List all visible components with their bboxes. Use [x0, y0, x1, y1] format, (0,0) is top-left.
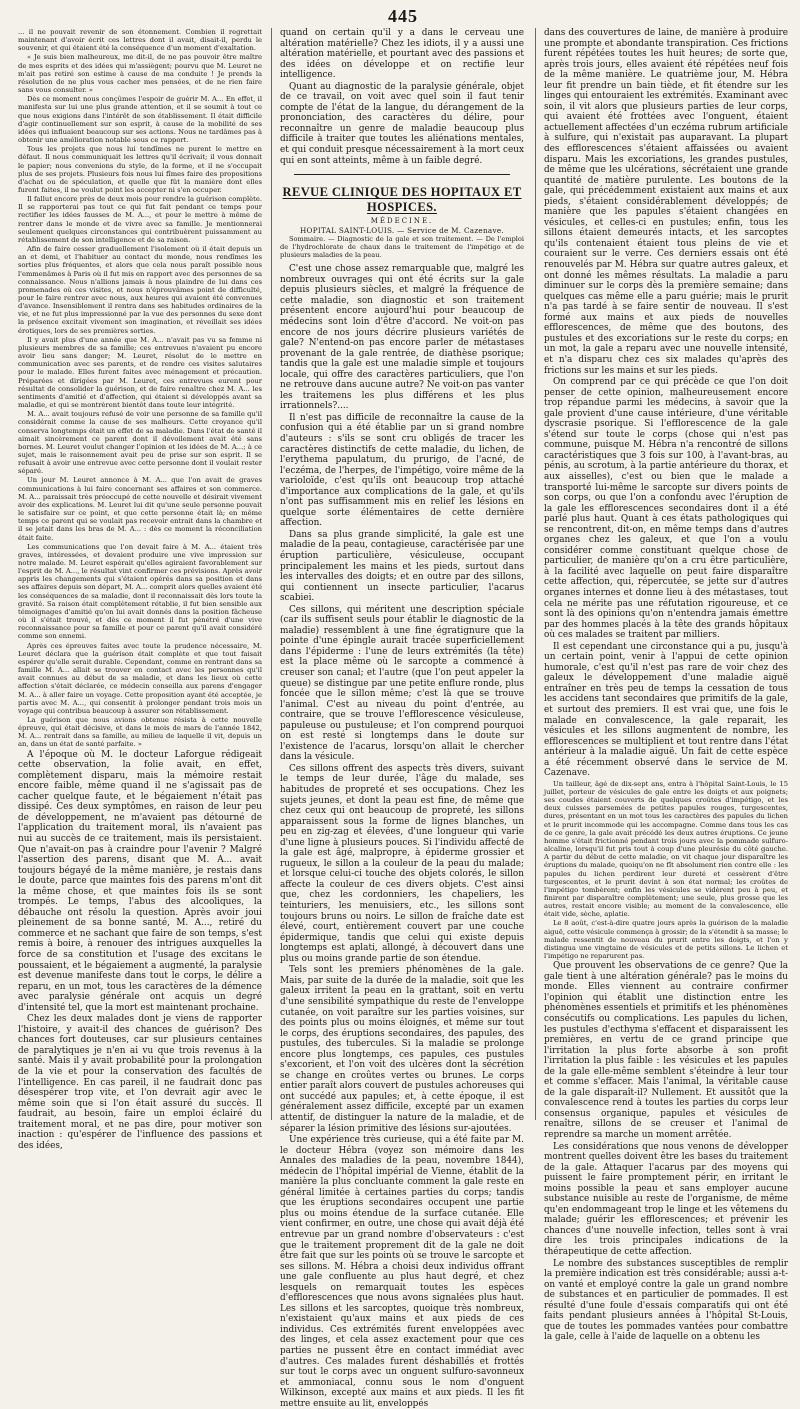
paragraph: dans des couvertures de laine, de manière à produire une prompte et abondante transpiration. Ces frictions furent répétées toutes les huit heures; de sorte que, après trois jours, elles avaient été répétées neuf fois de la même manière. Le quatrième jour, M. Hébra leur fit prendre un bain tiède, et fit étendre sur les linges qui entouraient les extrémités. Examinant avec soin, il vit alors que plusieurs parties de leur corps, qui avaient été frottées avec l'onguent, étaient actuellement affectées d'un eczéma rubrum artificiale à sulfure, qui n'existait pas auparavant. La plupart des efflorescences s'étaient affaissées ou avaient disparu. Mais les excoriations, les grandes pustules, de même que les ulcérations, sécrétaient une grande quantité de matière purulente. Les boutons de la gale, qui précédemment existaient aux mains et aux pieds, s'étaient considérablement développés; de manière que les papules s'étaient changées en vésicules, et celles-ci en pustules; enfin, tous les sillons étaient demeurés intacts, et les sarcoptes qu'ils contenaient étaient tous pleins de vie et couraient sur le verre. Ces derniers essais ont été renouvelés par M. Hébra sur quatre autres galeux, et ont donné les mêmes résultats. La maladie a paru diminuer sur le corps dès la première semaine; dans quelques cas même elle a paru guérie; mais le prurit n'a pas tardé à se faire sentir de nouveau. Il s'est formé aux mains et aux pieds de nouvelles efflorescences, de même que des boutons, des pustules et des excoriations sur le reste du corps; en un mot, la gale a reparu avec une nouvelle intensité, et n'a disparu chez ces six malades qu'après des frictions sur les mains et sur les pieds. — [544, 28, 788, 376]
paragraph: On comprend par ce qui précède ce que l'on doit penser de cette opinion, malheureusement encore trop répandue parmi les médecins, à savoir que la gale provient d'une cause intérieure, d'une véritable dyscrasie psorique. Si l'efflorescence de la gale s'étend sur toute le corps (chose qui n'est pas commune, puisque M. Hébra n'a rencontré de sillons caractéristiques que 3 fois sur 100, à l'avant-bras, au pénis, au scrotum, à la partie antérieure du thorax, et aux aisselles), c'est ou bien que le malade a transporté lui-même le sarcopte sur divers points de son corps, ou que l'on a confondu avec l'éruption de la gale les efflorescences secondaires dont il a été parlé plus haut. Quant à ces états pathologiques qui se rencontrent, dit-on, en même temps dans d'autres organes chez les galeux, et que l'on a voulu considérer comme constituant quelque chose de particulier, de manière qu'on a cru être particulière, à la facilité avec laquelle on peut faire disparaître cette affection, qui, répercutée, se jette sur d'autres organes internes et donne lieu à des métastases, tout cela ne mérite pas une réfutation rigoureuse, et ce sont là des opinions qu'on n'entendra jamais émettre par des hommes placés à la tête des grands hôpitaux où ces malades se traitent par milliers. — [544, 377, 788, 641]
paragraph: Afin de faire cesser graduellement l'isolement où il était depuis un an et demi, et l'habituer au contact du monde, nous rendîmes les sorties plus fréquentes, et alors que cela nous paraît possible nous l'emmenâmes à Paris où il fut mis en rapport avec des personnes de sa connaissance. Nous n'allions jamais à nous plaindre de lui dans ces promenades où ces visites, et nous n'éprouvâmes point de difficulté, pour le faire rentrer avec nous, aux heures qui avaient été convenues d'avance. Insensiblement il rentra dans ses habitudes ordinaires de la vie, et ne fut plus impressionné par la vue des personnes du sexe dont la présence excitait vivement son imagination, et réveillait ses idées érotiques, lors de ses premières sorties. — [18, 245, 262, 335]
hospital-line: HOPITAL SAINT-LOUIS. — Service de M. Cazenave. — [299, 226, 505, 236]
paragraph: Un jour M. Leuret annonce à M. A... que l'on avait de graves communications à lui faire concernant ses affaires et son commerce. M. A... paraissait très préoccupé de cette nouvelle et désirait vivement avoir des explications. M. Leuret lui dit qu'une seule personne pouvait le satisfaire sur ce point, et que cette personne était là; en même temps ce parent qui se voulait pas recevoir entrait dans la chambre et il se jetait dans les bras de M. A... : dès ce moment la réconciliation était faite. — [18, 476, 262, 542]
paragraph: La guérison que nous avions obtenue résista à cette nouvelle épreuve, qui était décisive, et dans le mois de mars de l'année 1842, M. A... rentrait dans sa famille, au milieu de laquelle il vit, depuis un an, dans un état de santé parfaite. » — [18, 715, 262, 749]
paragraph: Il n'est pas difficile de reconnaître la cause de la confusion qui a été établie par un si grand nombre d'auteurs : s'ils se sont cru obligés de tracer les caractères distinctifs de cette maladie, du lichen, de l'erythema papulatum, du prurigo, de l'acné, de l'eczéma, de l'herpes, de l'impétigo, voire même de la varioloïde, c'est qu'ils ont beaucoup trop attaché d'importance aux complications de la gale, et qu'ils n'ont pas suffisamment mis en relief les lésions en quelque sorte élémentaires de cette dernière affection. — [280, 412, 524, 529]
paragraph: Dès ce moment nous conçûmes l'espoir de guérir M. A... En effet, il manifesta sur lui une plus grande attention, et il se soumit à tout ce que nous exigions dans l'intérêt de son établissement. Il était difficile d'agir continuellement sur son esprit, à cause de la mobilité de ses idées qui influaient beaucoup sur ses actions. Nous ne tardâmes pas à obtenir une amélioration notable sous ce rapport. — [18, 95, 262, 145]
summary: Sommaire. — Diagnostic de la gale et son traitement. — De l'emploi de l'hydrochlorate de chaux dans le traitement de l'impétigo et de plusieurs maladies de la peau. — [280, 235, 524, 259]
paragraph: Ces sillons offrent des aspects très divers, suivant le temps de leur durée, l'âge du malade, ses habitudes de propreté et ses occupations. Chez les sujets jeunes, et dont la peau est fine, de même que chez ceux qui ont beaucoup de propreté, les sillons apparaissent sous la forme de lignes blanches, un peu en zig-zag et élevées, d'une longueur qui varie d'une ligne à plusieurs pouces. Si l'individu affecté de la gale est âgé, malpropre, à épiderme grossier et rugueux, le sillon a la couleur de la peau du malade; et lorsque celui-ci touche des objets colorés, le sillon affecte la couleur de ces divers objets. C'est ainsi que, chez les cordonniers, les chapeliers, les teinturiers, les menuisiers, etc., les sillons sont toujours bruns ou noirs. Le sillon de fraîche date est élevé, court, entièrement couvert par une couche épidermique, tandis que celui qui existe depuis longtemps est aplati, allongé, à découvert dans une plus ou moins grande partie de son étendue. — [280, 763, 524, 964]
text-columns — [18, 28, 789, 1409]
paragraph: « Je suis bien malheureux, me dit-il, de ne pas pouvoir être maître de mes esprits et des idées qui m'assiègent; pourvu que M. Leuret ne m'ait pas retiré son estime à cause de ma conduite ! Je prends la résolution de ne plus vous cacher mes pensées, et de ne rien faire sans vous consulter. » — [18, 53, 262, 95]
paragraph: M. A... avait toujours refusé de voir une personne de sa famille qu'il considérait comme la cause de ses malheurs. Cette croyance qu'il conserva longtemps était un effet de sa maladie. Dans l'état de santé il aimait sincèrement ce parent dont il dévoilement avait été sans bornes. M. Leuret voulut changer l'opinion et les idées de M. A...; à ce sujet, mais le raisonnement avait peu de prise sur son esprit. Il se refusait à avoir une entrevue avec cette personne dont il voulait rester séparé. — [18, 410, 262, 476]
paragraph: Après ces épreuves faites avec toute la prudence nécessaire, M. Leuret déclara que la guérison était complète et que tout faisait espérer qu'elle serait durable. Cependant, comme en rentrant dans sa famille M. A... allait se trouver en contact avec les personnes qu'il avait connues au début de sa maladie, et dans les lieux où cette affection s'était déclarée, ce médecin conseilla aux parens d'engager M. A... à aller faire un voyage. Cette proposition ayant été acceptée, je partis avec M. A..., qui consentit à prolonger pendant trois mois un voyage qui contribua beaucoup à assurer son rétablissement. — [18, 641, 262, 715]
section-rule — [294, 174, 510, 175]
paragraph: Il fallut encore près de deux mois pour rendre la guérison complète. Il se rapporterai pas tout ce qui fut fait pendant ce temps pour rectifier les idées fausses de M. A..., et pour le mettre à même de rentrer dans le monde et de vivre avec sa famille. Je mentionnerai seulement quelques circonstances qui contribuèrent puissamment au rétablissement de son intelligence et de sa raison. — [18, 195, 262, 244]
paragraph: Quant au diagnostic de la paralysie générale, objet de ce travail, on voit avec quel soin il faut tenir compte de l'état de la langue, du dérangement de la prononciation, des caractères du délire, pour reconnaître un genre de maladie beaucoup plus difficile à traiter que toutes les aliénations mentales, et qui conduit presque nécessairement à la mort ceux qui en sont atteints, même à un faible degré. — [280, 81, 524, 166]
paragraph: Chez les deux malades dont je viens de rapporter l'histoire, y avait-il des chances de guérison? Des chances fort douteuses, car sur plusieurs centaines de paralytiques je n'en ai vu que trois revenus à la santé. Mais il y avait probabilité pour la prolongation de la vie et pour la conservation des facultés de l'intelligence. En cas pareil, il ne faudrait donc pas désespérer trop vite, et l'on devrait agir avec le même soin que si l'on était assuré du succès. Il faudrait, au besoin, faire un emploi éclairé du traitement moral, et ne pas dire, pour motiver son inaction : qu'espérer de l'influence des passions et des idées, — [18, 1014, 262, 1151]
paragraph: Le 8 août, c'est-à-dire quatre jours après la guérison de la maladie aiguë, cette vésicule commença à grossir; de la s'étendit à sa masse; le malade ressentit de nouveau du prurit entre les doigts, et l'on y distingua une vingtaine de vésicules et de petits sillons. Le lichen et l'impétigo ne reparurent pas. — [544, 919, 789, 961]
paragraph: Tels sont les premiers phénomènes de la gale. Mais, par suite de la durée de la maladie, soit que les galeux irritent la peau en la grattant, soit en vertu d'une sensibilité sympathique du reste de l'enveloppe cutanée, on voit paraître sur les parties voisines, sur des points plus ou moins éloignés, et même sur tout le corps, des éruptions secondaires, des papules, des pustules, des tubercules. Si la maladie se prolonge encore plus longtemps, ces papules, ces pustules s'excorient, et l'on voit des ulcères dont la sécrétion se change en croûtes vertes ou brunes. Le corps entier paraît alors couvert de pustules achoreuses qui ont succédé aux papules; et, à cette époque, il est généralement assez difficile, excepté par un examen attentif, de distinguer la nature de la maladie, et de séparer la lésion primitive des lésions sur-ajoutées. — [280, 965, 524, 1134]
journal-page — [18, 6, 789, 1409]
paragraph: ... il ne pouvait revenir de son étonnement. Combien il regrettait maintenant d'avoir écrit ces lettres dont il avait, disait-il, perdu le souvenir, et qui étaient été la conséquence d'un moment d'exaltation. — [18, 28, 262, 53]
column-right — [544, 28, 789, 1343]
paragraph: Il est cependant une circonstance qui a pu, jusqu'à un certain point, venir à l'appui de cette opinion humorale, c'est qu'il n'est pas rare de voir chez des galeux le développement d'une maladie aiguë entraîner en très peu de temps la cessation de tous les accidens tant secondaires que primitifs de la gale, et surtout des premiers. Il est vrai que, une fois le malade en convalescence, la gale reparait, les vésicules et les sillons augmentent de nombre, les efflorescences se multiplient et tout rentre dans l'état antérieur à la maladie aiguë. Un fait de cette espèce a été récemment observé dans le service de M. Cazenave. — [544, 641, 788, 779]
paragraph: Une expérience très curieuse, qui a été faite par M. le docteur Hébra (voyez son mémoire dans les Annales des maladies de la peau, novembre 1844), médecin de l'hôpital impérial de Vienne, établit de la manière la plus concluante comment la gale reste en général limitée à certaines parties du corps; tandis que les éruptions secondaires occupent une partie plus ou moins étendue de la surface cutanée. Elle vient confirmer, en outre, une chose qui avait déjà été entrevue par un grand nombre d'observateurs : c'est que le traitement proprement dit de la gale ne doit être fait que sur les points où se trouve le sarcopte et ses sillons. M. Hébra a choisi deux individus offrant une gale confluente au plus haut degré, et chez lesquels on remarquait toutes les espèces d'efflorescences que nous avons signalées plus haut. Les sillons et les sarcoptes, quoique très nombreux, n'existaient qu'aux mains et aux pieds de ces individus. Ces extrémités furent enveloppées avec des linges, et cela assez exactement pour que ces parties ne pussent être en contact immédiat avec d'autres. Ces malades furent déshabillés et frottés sur tout le corps avec un onguent sulfuro-savonneux et ammoniacal, connu sous le nom d'onguent Wilkinson, excepté aux mains et aux pieds. Il les fit mettre ensuite au lit, enveloppés — [280, 1135, 524, 1409]
paragraph: Les communications que l'on devait faire à M. A... étaient très graves, intéressées, et devaient produire une vive impression sur notre malade. M. Leuret espérait qu'elles agiraient favorablement sur l'esprit de M. A..., le résultat vint confirmer ces prévisions. Après avoir appris les changements qui s'étaient opérés dans sa position et dans ses affaires depuis son départ, M. A... comprit alors quelles avaient été les conséquences de sa maladie, dont il reconnaissait dès lors toute la gravité. Sa raison était complètement rétablie, il fut bien sensible aux témoignages d'amitié qu'on lui avait donnés dans la position fâcheuse où il s'était trouvé, et dès ce moment il fut pénétré d'une vive reconnaissance pour sa famille et pour ce parent qu'il avait considéré comme son ennemi. — [18, 542, 262, 641]
paragraph: Un tailleur, âgé de dix-sept ans, entra à l'hôpital Saint-Louis, le 15 juillet, porteur de vésicules de gale entre les doigts et aux poignets; ses coudes étaient couverts de quelques croûtes d'impétigo, et les deux cuisses parsemées de petites papules rouges, turgescentes, dures, présentant en un mot tous les caractères des papules du lichen et le prurit incommode qui les accompagne. Comme dans tous les cas de ce genre, la gale avait précédé les deux autres éruptions. Ce jeune homme s'était frictionné pendant trois jours avec la pommade sulfuro-alcaline, lorsqu'il fut pris tout à coup d'une pleurésie du côté gauche. A partir du début de cette maladie, on vit chaque jour disparaître les éruptions du malade, quoiqu'on ne fît absolument rien contre elle : les papules du lichen perdirent leur dureté et cessèrent d'être turgescentes, et le prurit devint à son état normal; les croûtes de l'impétigo tombèrent; enfin les vésicules se vidèrent peu à peu, et finirent par disparaître complètement; une seule, plus grosse que les autres, restait encore visible; au moment de la convalescence, elle était vide, sèche, aplatie. — [544, 779, 788, 919]
paragraph: Que prouvent les observations de ce genre? Que la gale tient à une altération générale? pas le moins du monde. Elles viennent au contraire confirmer l'opinion qui établit une distinction entre les phénomènes essentiels et primitifs et les phénomènes consécutifs ou complications. Les papules du lichen, les pustules d'ecthyma s'effacent et disparaissent les premières, en vertu de ce grand principe que l'irritation la plus forte absorbe à son profit l'irritation la plus faible : les vésicules et les papules de la gale elle-même semblent s'éteindre à leur tour et comme s'effacer. Mais l'animal, la véritable cause de la gale disparaît-il? Nullement. Et aussitôt que la convalescence rend à toutes les parties du corps leur consensus organique, papules et vésicules de renaître, sillons de se creuser et l'animal de reprendre sa marche un moment arrêtée. — [544, 961, 788, 1141]
paragraph: Tous les projets que nous lui tendîmes ne purent le mettre en défaut. Il nous communiquait les lettres qu'il écrivait; il vous donnait le papier; nous convenions du style, de la forme, et il ne s'occupait plus de ses projets. Plusieurs fois nous lui fîmes faire des propositions d'achat ou de spéculation, et quelle que fût la manière dont elles furent faites, il ne voulut point les accepter ni s'en occuper. — [18, 145, 262, 194]
paragraph: Il y avait plus d'une année que M. A... n'avait pas vu sa femme ni plusieurs membres de sa famille; ces entrevues n'avaient pu encore avoir lieu sans danger; M. Leuret, résolut de le mettre en communication avec ses parents, et de rendre ces visites salutaires pour le malade. Elles furent faites avec ménagement et précaution. Préparées et dirigées par M. Leuret, ces entrevues eurent pour résultat de consolider la guérison, et de faire renaître chez M. A... les sentiments d'amitié et d'affection, qui étaient si développés avant sa maladie, et qui se montrèrent bientôt dans toute leur intégrité. — [18, 335, 262, 410]
paragraph: Le nombre des substances susceptibles de remplir la première indication est très considérable; aussi a-t-on vanté et employé contre la gale un grand nombre de substances et en particulier de pommades. Il est résulté d'une foule d'essais comparatifs qui ont été faits pendant plusieurs années à l'hôpital St-Louis, que de toutes les pommades vantées pour combattre la gale, celle à l'aide de laquelle on a obtenu les — [544, 1258, 788, 1343]
paragraph: Ces sillons, qui méritent une description spéciale (car ils suffisent seuls pour établir le diagnostic de la maladie) ressemblent à une fine égratignure que la pointe d'une épingle aurait tracée superficiellement dans l'épiderme : l'une de leurs extrémités (la tête) est la place même où le sarcopte a commencé à creuser son canal; et l'autre (que l'on peut appeler la queue) se distingue par une petite enflure ronde, plus foncée que le sillon même; c'est là que se trouve l'animal. C'est au niveau du point d'entrée, au contraire, que se trouve l'efflorescence vésiculeuse, papuleuse ou pustuleuse; et l'on comprend pourquoi on est resté si longtemps dans le doute sur l'existence de l'acarus, lorsqu'on allait le chercher dans la vésicule. — [280, 604, 524, 763]
paragraph: C'est une chose assez remarquable que, malgré les nombreux ouvrages qui ont été écrits sur la gale depuis plusieurs siècles, et malgré la fréquence de cette maladie, son diagnostic et son traitement présentent encore aujourd'hui pour beaucoup de médecins sont loin d'être d'accord. Ne voit-on pas encore de nos jours décrire plusieurs variétés de gale? N'entend-on pas encore parler de métastases provenant de la gale rentrée, de diathèse psorique; tandis que la gale est une maladie simple et toujours locale, qui offre des caractères particuliers, que l'on ne retrouve dans aucune autre? Ne voit-on pas vanter les traitemens les plus différens et les plus irrationnels?.... — [280, 264, 524, 412]
paragraph: Dans sa plus grande simplicité, la gale est une maladie de la peau, contagieuse, caractérisée par une éruption particulière, vésiculeuse, occupant principalement les mains et les pieds, surtout dans les intervalles des doigts; et en outre par des sillons, qui contiennent un insecte particulier, l'acarus scabiei. — [280, 529, 524, 604]
paragraph: Les considérations que nous venons de développer montrent quelles doivent être les bases du traitement de la gale. Attaquer l'acarus par des moyens qui puissent le faire promptement périr, en irritant le moins possible la peau et sans employer aucune substance nuisible au reste de l'organisme, de même qu'en endommageant trop le linge et les vêtemens du malade; guérir les efflorescences; et prévenir les chances d'une nouvelle infection, telles sont à vrai dire les trois principales indications de la thérapeutique de cette affection. — [544, 1141, 788, 1258]
paragraph: quand on certain qu'il y a dans le cerveau une altération matérielle? Chez les idiots, il y a aussi une altération matérielle, et pourtant avec des passions et des idées on développe et on rectifie leur intelligence. — [280, 28, 524, 81]
column-middle — [280, 28, 524, 1409]
section-subtitle: MÉDECINE. — [370, 217, 434, 226]
column-left — [18, 28, 262, 1151]
column-divider — [271, 28, 272, 1120]
paragraph: A l'époque où M. le docteur Laforgue rédigeait cette observation, la folie avait, en effet, complètement disparu, mais la mémoire restait encore faible, même quand il ne s'agissait pas de cacher quelque faute, et le bégaiement n'était pas dissipé. Ces deux symptômes, en raison de leur peu de développement, ne m'avaient pas détourné de l'application du traitement moral, ils n'avaient pas nui au succès de ce traitement, mais ils persistaient. Que n'avait-on pas à craindre pour l'avenir ? Malgré l'assertion des parens, disant que M. A... avait toujours bégayé de la même manière, je restais dans le doute, parce que maintes fois des parens m'ont dit la même chose, et que maintes fois ils se sont trompés. Le temps, l'abus des alcooliques, la débauche ont résolu la question. Après avoir joui pleinement de sa bonne santé, M. A..., retiré du commerce et ne sachant que faire de son temps, s'est remis à boire, à renouer des intrigues auxquelles la force de sa constitution et l'usage des excitans le poussaient, et le bégaiement a augmenté, la paralysie est devenue manifeste dans tout le corps, le délire a reparu, en un mot, tous les caractères de la démence avec paralysie générale ont acquis un degré d'intensité tel, que la mort est maintenant prochaine. — [18, 749, 262, 1013]
page-number: 445 — [388, 6, 418, 26]
section-title: REVUE CLINIQUE DES HOPITAUX ET HOSPICES. — [282, 185, 522, 215]
column-divider — [535, 28, 536, 1120]
